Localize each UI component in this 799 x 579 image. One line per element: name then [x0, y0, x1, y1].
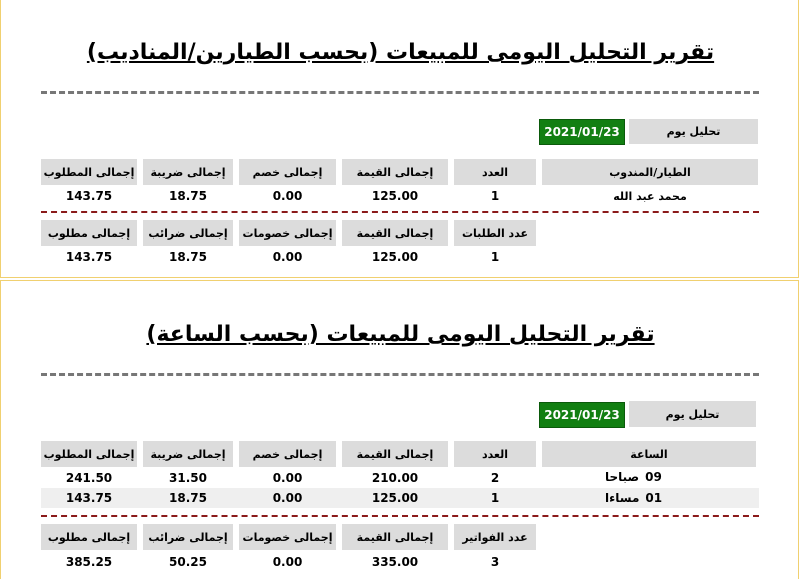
- summary-total-discounts: 0.00: [272, 250, 303, 264]
- row-total-due: 143.75: [65, 491, 113, 505]
- header-driver: الطيار/المندوب: [542, 159, 758, 185]
- report-title: تقرير التحليل اليومى للمبيعات (بحسب الساعة): [146, 322, 655, 347]
- header-count: العدد: [454, 441, 536, 467]
- row-total-due: 241.50: [65, 471, 113, 485]
- analysis-day-label: تحليل يوم: [629, 119, 758, 144]
- summary-header-total-value: إجمالى القيمة: [342, 524, 448, 550]
- summary-header-total-due: إجمالى مطلوب: [41, 220, 137, 246]
- hour-number: 01: [645, 491, 663, 505]
- header-total-due: إجمالى المطلوب: [41, 441, 137, 467]
- row-driver-name: محمد عبد الله: [613, 189, 687, 203]
- row-total-discount: 0.00: [272, 471, 303, 485]
- divider: [41, 211, 759, 213]
- analysis-day-label: تحليل يوم: [629, 401, 756, 427]
- row-total-due: 143.75: [65, 189, 113, 203]
- summary-header-orders-count: عدد الطلبات: [454, 220, 536, 246]
- row-count: 2: [490, 471, 500, 485]
- hour-period: صباحا: [605, 470, 640, 484]
- summary-header-total-taxes: إجمالى ضرائب: [143, 524, 233, 550]
- table-row-hour: [605, 489, 685, 507]
- summary-total-discounts: 0.00: [272, 555, 303, 569]
- summary-invoices-count: 3: [490, 555, 500, 569]
- summary-total-taxes: 50.25: [169, 555, 207, 569]
- row-total-value: 210.00: [371, 471, 419, 485]
- header-total-discount: إجمالى خصم: [239, 441, 336, 467]
- summary-header-total-discounts: إجمالى خصومات: [239, 220, 336, 246]
- header-total-value: إجمالى القيمة: [342, 159, 448, 185]
- report-title: تقرير التحليل اليومى للمبيعات (بحسب الطيارين/المناديب): [86, 40, 715, 65]
- summary-orders-count: 1: [490, 250, 500, 264]
- summary-total-value: 125.00: [371, 250, 419, 264]
- summary-total-value: 335.00: [371, 555, 419, 569]
- hour-number: 09: [645, 470, 662, 484]
- summary-header-total-taxes: إجمالى ضرائب: [143, 220, 233, 246]
- header-total-due: إجمالى المطلوب: [41, 159, 137, 185]
- row-total-discount: 0.00: [272, 491, 303, 505]
- summary-total-due: 385.25: [65, 555, 113, 569]
- summary-header-invoices-count: عدد الفواتير: [454, 524, 536, 550]
- summary-header-total-value: إجمالى القيمة: [342, 220, 448, 246]
- header-hour: الساعة: [542, 441, 756, 467]
- row-total-value: 125.00: [371, 189, 419, 203]
- divider: [41, 91, 759, 94]
- table-row-hour: [605, 468, 685, 486]
- summary-total-taxes: 18.75: [169, 250, 207, 264]
- row-count: 1: [490, 189, 500, 203]
- row-total-discount: 0.00: [272, 189, 303, 203]
- summary-header-total-due: إجمالى مطلوب: [41, 524, 137, 550]
- header-total-tax: إجمالى ضريبة: [143, 159, 233, 185]
- row-total-tax: 18.75: [169, 189, 207, 203]
- analysis-date[interactable]: 2021/01/23: [539, 402, 625, 428]
- report-panel-by-hour: [0, 280, 799, 579]
- row-total-value: 125.00: [371, 491, 419, 505]
- divider: [41, 373, 759, 376]
- header-total-value: إجمالى القيمة: [342, 441, 448, 467]
- summary-header-total-discounts: إجمالى خصومات: [239, 524, 336, 550]
- summary-total-due: 143.75: [65, 250, 113, 264]
- header-total-discount: إجمالى خصم: [239, 159, 336, 185]
- header-total-tax: إجمالى ضريبة: [143, 441, 233, 467]
- row-total-tax: 31.50: [169, 471, 207, 485]
- hour-period: مساءا: [605, 491, 640, 505]
- row-total-tax: 18.75: [169, 491, 207, 505]
- report-panel-by-driver: [0, 0, 799, 278]
- header-count: العدد: [454, 159, 536, 185]
- row-count: 1: [490, 491, 500, 505]
- divider: [41, 515, 759, 517]
- analysis-date[interactable]: 2021/01/23: [539, 119, 625, 145]
